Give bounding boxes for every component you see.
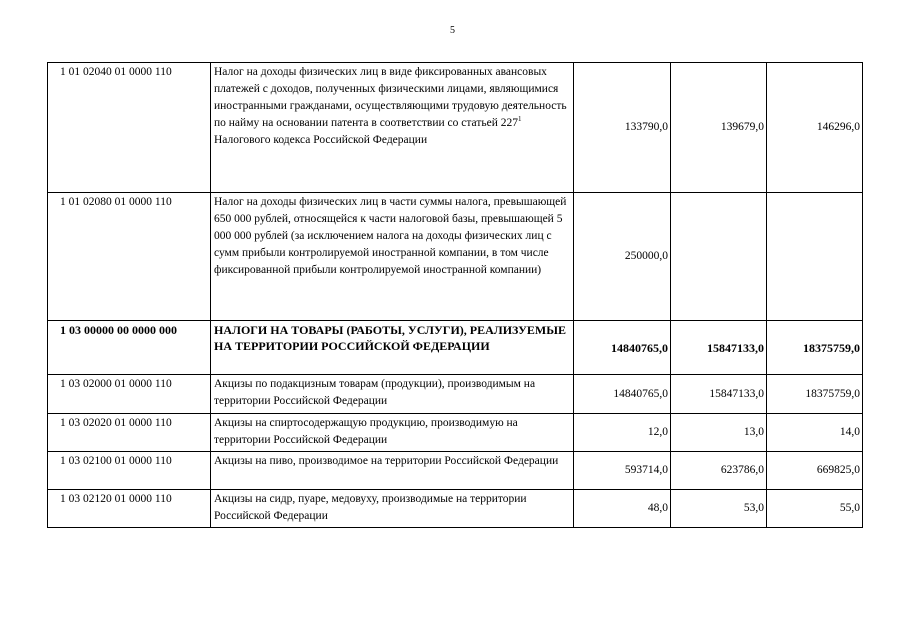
value-year-2 bbox=[671, 193, 767, 321]
value-year-2: 13,0 bbox=[671, 414, 767, 452]
value-year-1: 133790,0 bbox=[574, 63, 671, 193]
budget-code: 1 03 00000 00 0000 000 bbox=[48, 321, 211, 375]
value-year-2: 139679,0 bbox=[671, 63, 767, 193]
revenue-name: Акцизы по подакцизным товарам (продукции), производимым на территории Российской Федерации bbox=[211, 375, 574, 414]
table-row bbox=[48, 375, 863, 414]
value-year-2: 623786,0 bbox=[671, 452, 767, 490]
value-year-1: 250000,0 bbox=[574, 193, 671, 321]
value-year-1: 12,0 bbox=[574, 414, 671, 452]
value-year-1: 48,0 bbox=[574, 490, 671, 528]
revenue-name: Акцизы на спиртосодержащую продукцию, производимую на территории Российской Федерации bbox=[211, 414, 574, 452]
value-year-3 bbox=[767, 193, 863, 321]
revenue-name bbox=[211, 63, 574, 193]
value-year-3: 14,0 bbox=[767, 414, 863, 452]
budget-code: 1 03 02120 01 0000 110 bbox=[48, 490, 211, 528]
table-row bbox=[48, 452, 863, 490]
value-year-3: 18375759,0 bbox=[767, 321, 863, 375]
value-year-3: 669825,0 bbox=[767, 452, 863, 490]
value-year-3: 18375759,0 bbox=[767, 375, 863, 414]
budget-code: 1 01 02080 01 0000 110 bbox=[48, 193, 211, 321]
budget-code: 1 03 02000 01 0000 110 bbox=[48, 375, 211, 414]
revenue-name-tail: Налогового кодекса Российской Федерации bbox=[214, 134, 428, 146]
value-year-2: 15847133,0 bbox=[671, 375, 767, 414]
value-year-1: 14840765,0 bbox=[574, 321, 671, 375]
value-year-1: 593714,0 bbox=[574, 452, 671, 490]
table-row bbox=[48, 63, 863, 193]
revenue-name: Налог на доходы физических лиц в части суммы налога, превышающей 650 000 рублей, относящейся к части налоговой базы, превышающей 5 000 000 рублей (за исключением налога на доходы физических лиц с сумм прибыли контролируемой иностранной компании, в том числе фиксированной прибыли контролируемой иностранной компании) bbox=[211, 193, 574, 321]
revenue-name: Акцизы на пиво, производимое на территории Российской Федерации bbox=[211, 452, 574, 490]
page-number: 5 bbox=[450, 25, 455, 36]
table-row bbox=[48, 490, 863, 528]
table-row bbox=[48, 414, 863, 452]
value-year-2: 15847133,0 bbox=[671, 321, 767, 375]
revenue-table bbox=[47, 62, 863, 528]
revenue-name-text: Налог на доходы физических лиц в виде фиксированных авансовых платежей с доходов, полученных физическими лицами, являющимися иностранными гражданами, осуществляющими трудовую деятельность по найму на основании патента в соответствии со статьей 227 bbox=[214, 66, 567, 129]
budget-code: 1 03 02020 01 0000 110 bbox=[48, 414, 211, 452]
revenue-name: Акцизы на сидр, пуаре, медовуху, производимые на территории Российской Федерации bbox=[211, 490, 574, 528]
table-row bbox=[48, 321, 863, 375]
budget-code: 1 01 02040 01 0000 110 bbox=[48, 63, 211, 193]
footnote-mark: 1 bbox=[518, 115, 522, 123]
budget-code: 1 03 02100 01 0000 110 bbox=[48, 452, 211, 490]
value-year-3: 146296,0 bbox=[767, 63, 863, 193]
table-row bbox=[48, 193, 863, 321]
value-year-1: 14840765,0 bbox=[574, 375, 671, 414]
value-year-3: 55,0 bbox=[767, 490, 863, 528]
revenue-name: НАЛОГИ НА ТОВАРЫ (РАБОТЫ, УСЛУГИ), РЕАЛИЗУЕМЫЕ НА ТЕРРИТОРИИ РОССИЙСКОЙ ФЕДЕРАЦИИ bbox=[211, 321, 574, 375]
value-year-2: 53,0 bbox=[671, 490, 767, 528]
